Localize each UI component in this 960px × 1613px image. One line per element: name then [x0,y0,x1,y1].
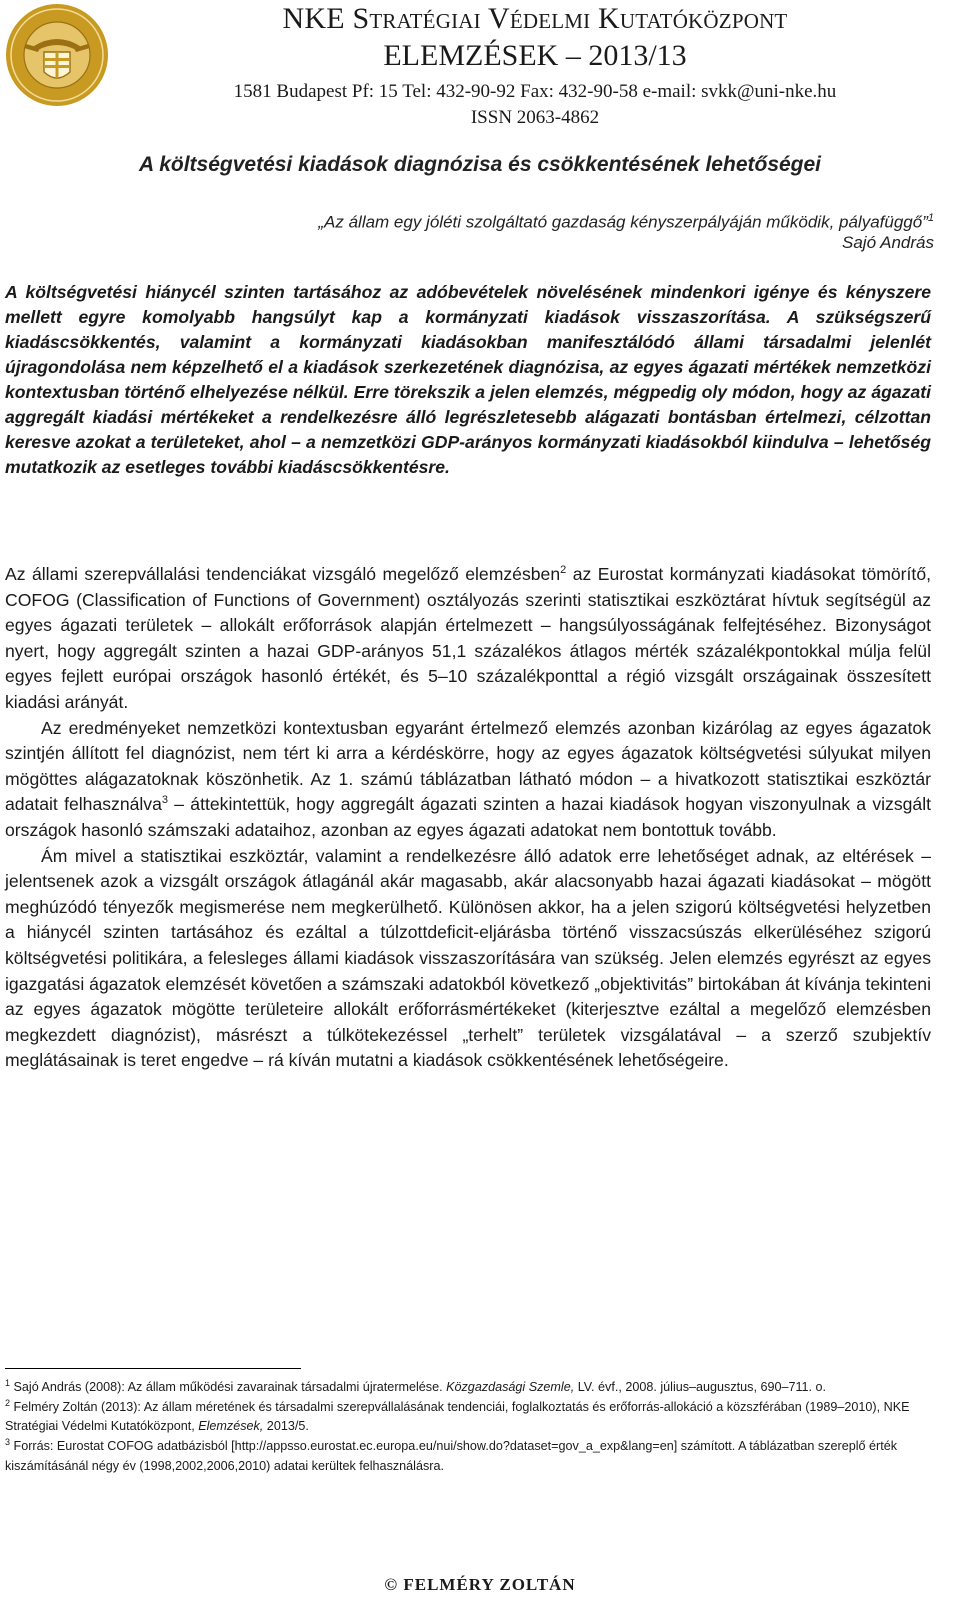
paragraph-1 [5,562,931,716]
footnote-number-2: 2 [5,1397,11,1408]
footnote-ref-2[interactable]: 2 [560,564,567,577]
abstract: A költségvetési hiánycél szinten tartásához az adóbevételek növelésének mindenkori igénye és kényszere mellett egyre komolyabb hangsúlyt kap a kormányzati kiadások visszaszorítása. A szükségszerű kiadáscsökkentés, valamint a kormányzati kiadásokban manifesztálódó állami társadalmi jelenlét újragondolása nem képzelhető el a kiadások szerkezetének diagnózisa, az egyes ágazati mértékek nemzetközi kontextusban történő elhelyezése nélkül. Erre törekszik a jelen elemzés, mégpedig oly módon, hogy az ágazati aggregált kiadási mértékeket a rendelkezésre álló legrészletesebb alágazati bontásban értelmezi, célzottan keresve azokat a területeket, ahol – a nemzetközi GDP-arányos kormányzati kiadásokból kiindulva – lehetőség mutatkozik az esetleges további kiadáscsökkentésre. [5,282,931,477]
body-text [5,562,931,1074]
footnote-3-text: Forrás: Eurostat COFOG adatbázisból [http://appsso.eurostat.ec.europa.eu/nui/show.do?dataset=gov_a_exp&lang=en] számított. A táblázatban szereplő érték kiszámításánál négy év (1998,2002,2006,2010) adatai kerültek felhasználásra. [5,1439,898,1473]
footnote-1-journal: Közgazdasági Szemle, [446,1380,575,1394]
footnote-2-text-a: Felméry Zoltán (2013): Az állam méretének és társadalmi szerepvállalásának tendenciái, foglalkoztatás és erőforrás-allokáció a közszférában (1989–2010), NKE Stratégiai Védelmi Kutatóközpont, [5,1399,910,1434]
motto-text: „Az állam egy jóléti szolgáltató gazdaság kényszerpályáján működik, pályafüggő” [318,212,928,232]
paragraph-2 [5,716,931,844]
footnote-2-series: Elemzések, [198,1419,264,1434]
footnote-2-text-b: 2013/5. [263,1419,309,1434]
footnotes [5,1378,931,1477]
footnote-3 [5,1437,931,1476]
contact-address: 1581 Budapest Pf: 15 Tel: 432-90-92 Fax: 432-90-58 e-mail: svkk@uni-nke.hu [233,81,837,102]
footnote-1 [5,1378,931,1398]
footnote-number-3: 3 [5,1436,11,1447]
paragraph-1-part-a: Az állami szerepvállalási tendenciákat vizsgáló megelőző elemzésben [5,564,561,584]
motto-author: Sajó András [842,233,934,252]
footnote-2 [5,1398,931,1437]
motto-quote [318,207,934,234]
footnote-separator [5,1368,301,1369]
institution-name: NKE Stratégiai Védelmi Kutatóközpont [282,2,788,35]
paragraph-1-part-b: az Eurostat kormányzati kiadásokat tömörítő, COFOG (Classification of Functions of Government) osztályozás szerinti statisztikai eszköztárat hívtuk segítségül az egyes ágazati területek – allokált erőforrások alapján értelmezett – hangsúlyosságának felfejtéséhez. Bizonyságot nyert, hogy aggregált szinten a hazai GDP-arányos 51,1 százalékos átlagos mérték százalékpontokkal múlja felül egyes fejlett európai országok hasonló értékét, és 5–10 százalékponttal a régió vizsgált országainak összesített kiadási arányát. [5,564,931,712]
copyright-author: © FELMÉRY ZOLTÁN [384,1575,576,1594]
document-title: A költségvetési kiadások diagnózisa és csökkentésének lehetőségei [138,153,822,176]
series-issue: ELEMZÉSEK – 2013/13 [383,39,687,72]
footnote-ref-3[interactable]: 3 [161,794,169,807]
institution-seal-logo [4,2,110,108]
footnote-1-text-b: LV. évf., 2008. július–augusztus, 690–711. o. [574,1380,827,1394]
footnote-1-text-a: Sajó András (2008): Az állam működési zavarainak társadalmi újratermelése. [10,1380,447,1394]
paragraph-2-part-a: Az eredményeket nemzetközi kontextusban egyaránt értelmező elemzés azonban kizárólag az egyes ágazatok szintjén állított fel diagnózist, nem tért ki arra a kérdéskörre, hogy az egyes ágazatok költségvetési súlyukat milyen mögöttes alágazatoknak köszönhetik. Az 1. számú táblázatban látható módon – a hivatkozott statisztikai eszköztár adatait felhasználva [5,717,931,815]
footnote-ref-1[interactable]: 1 [927,212,934,224]
footnote-number-1: 1 [5,1377,11,1388]
issn: ISSN 2063-4862 [470,107,600,128]
paragraph-2-part-b: – áttekintettük, hogy aggregált ágazati szinten a hazai kiadások hogyan viszonyulnak a vizsgált országok hasonló számszaki adataihoz, azonban az egyes ágazati adatokat nem bontottuk tovább. [5,794,931,840]
paragraph-3: Ám mivel a statisztikai eszköztár, valamint a rendelkezésre álló adatok erre lehetőséget adnak, az eltérések – jelentsenek azok a vizsgált országok átlagánál akár magasabb, akár alacsonyabb hazai ágazati kiadásokat – mögött meghúzódó tényezők megismerése nem megkerülhető. Különösen akkor, ha a jelen szigorú költségvetési helyzetben a hiánycél szinten tartásához és ezáltal a túlzottdeficit-eljárásba történő visszacsúszás elkerüléséhez szigorú költségvetési politikára, a felesleges állami kiadások visszaszorítására van szükség. Jelen elemzés egyrészt az egyes igazgatási ágazatok elemzését követően a számszaki adatokból következő „objektivitás” birtokában át kívánja tekinteni az egyes ágazatok mögötte területeire allokált erőforrásmértékeket (kiterjesztve ezáltal a megelőző elemzésben megkezdett diagnózist), másrészt a túlkötekezéssel „terhelt” területek vizsgálatával – a szerző szubjektív meglátásainak is teret engedve – rá kíván mutatni a kiadások csökkentésének lehetőségeire. [5,845,931,1071]
